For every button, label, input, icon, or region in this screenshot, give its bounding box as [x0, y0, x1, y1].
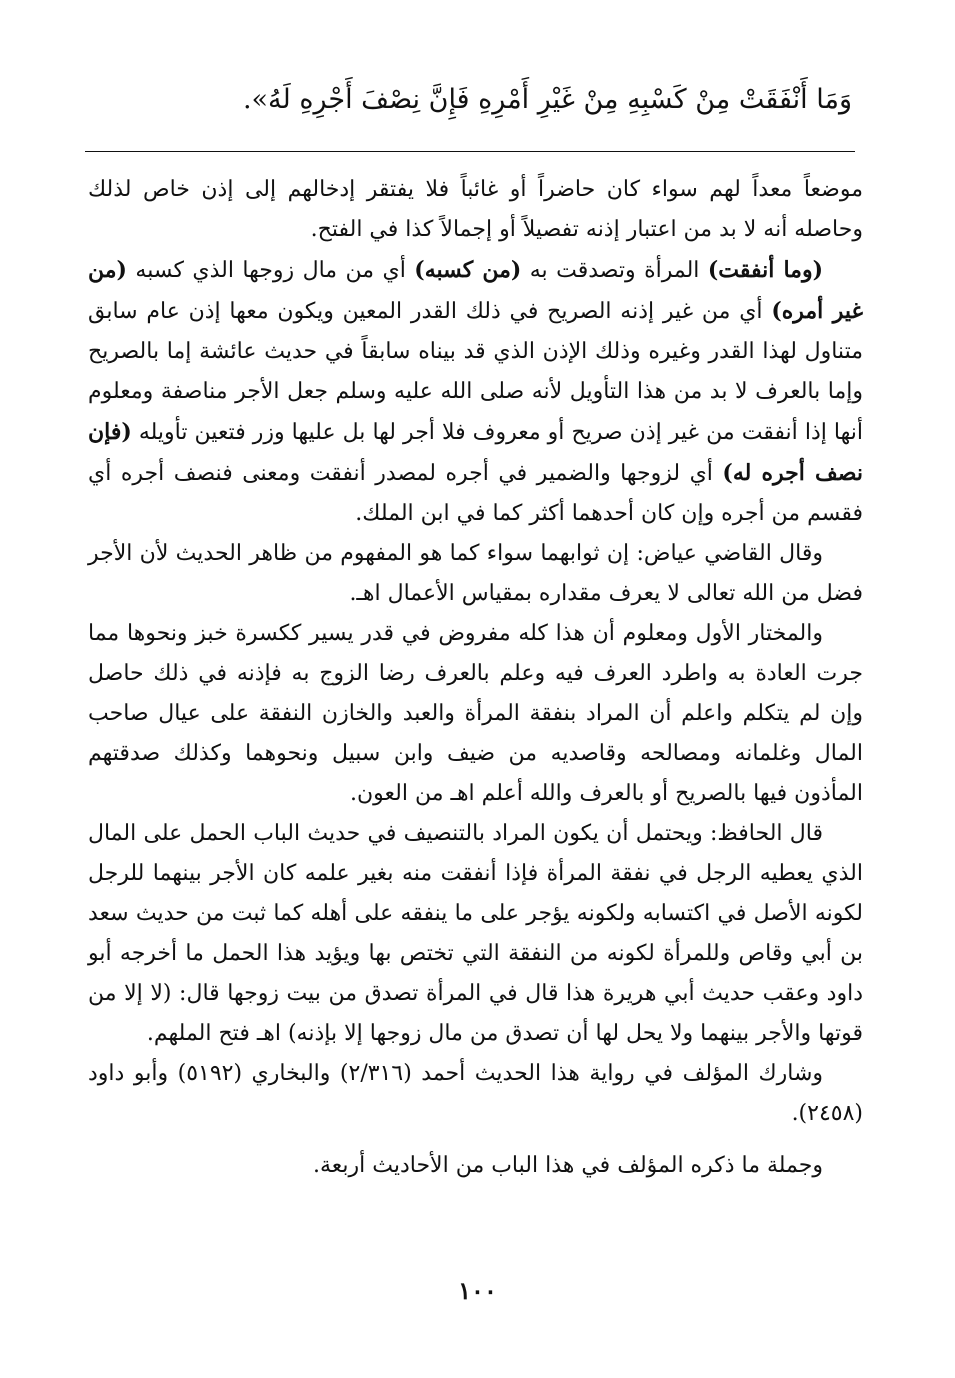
commentary-paragraph-7: وجملة ما ذكره المؤلف في هذا الباب من الأحاديث أربعة.	[312, 1153, 823, 1178]
bold-phrase: (من غير أمره)	[88, 257, 863, 324]
page-number: ١٠٠	[458, 1276, 497, 1305]
bold-phrase: (وما أنفقت)	[707, 257, 823, 283]
commentary-paragraph-1: موضعاً معداً لهم سواء كان حاضراً أو غائباً فلا يفتقر إدخالهم إلى إذن خاص لذلك وحاصله أنه لا بد من اعتبار إذنه تفصيلاً أو إجمالاً كذا في الفتح.	[88, 177, 863, 242]
commentary-body	[88, 170, 863, 1186]
commentary-paragraph-4: والمختار الأول ومعلوم أن هذا كله مفروض في قدر يسير ككسرة خبز ونحوها مما جرت العادة به واطرد العرف فيه وعلم بالعرف رضا الزوج به فإذنه في ذلك حاصل وإن لم يتكلم واعلم أن المراد بنفقة المرأة والعبد والخازن النفقة على عيال صاحب المال وغلمانه ومصالحه وقاصديه من ضيف وابن سبيل ونحوهما وكذلك صدقتهم المأذون فيها بالصريح أو بالعرف والله أعلم اهـ من العون.	[88, 621, 863, 806]
commentary-paragraph-5: قال الحافظ: ويحتمل أن يكون المراد بالتنصيف في حديث الباب الحمل على المال الذي يعطيه الرجل في نفقة المرأة فإذا أنفقت منه بغير علمه كان الأجر بينهما للرجل لكونه الأصل في اكتسابه ولكونه يؤجر على ما ينفقه على أهله كما ثبت من حديث سعد بن أبي وقاص وللمرأة لكونه من النفقة التي تختص بها ويؤيد هذا الحمل ما أخرجه أبو داود وعقب حديث أبي هريرة هذا قال في المرأة تصدق من بيت زوجها قال: (لا إلا من قوتها والأجر بينهما ولا يحل لها أن تصدق من مال زوجها إلا بإذنه) اهـ فتح الملهم.	[88, 821, 864, 1046]
bold-phrase: (فإن نصف أجره له)	[88, 419, 864, 486]
bold-phrase: (من كسبه)	[414, 257, 522, 283]
commentary-paragraph-3: وقال القاضي عياض: إن ثوابهما سواء كما هو المفهوم من ظاهر الحديث لأن الأجر فضل من الله تعالى لا يعرف مقداره بمقياس الأعمال اهـ.	[88, 541, 863, 606]
paragraph-text: المرأة وتصدقت به	[521, 258, 708, 283]
paragraph-text: أي من مال زوجها الذي كسبه	[126, 258, 415, 283]
commentary-paragraph-6: وشارك المؤلف في رواية هذا الحديث أحمد (٢/٣١٦) والبخاري (٥١٩٢) وأبو داود (٢٤٥٨).	[88, 1061, 863, 1126]
separator-rule	[85, 151, 855, 152]
hadith-text: وَمَا أَنْفَقَتْ مِنْ كَسْبِهِ مِنْ غَيْرِ أَمْرِهِ فَإِنَّ نِصْفَ أَجْرِهِ لَهُ».	[242, 84, 852, 115]
paragraph-text: أي لزوجها والضمير في أجره لمصدر أنفقت ومعنى فنصف أجره أي فقسم من أجره وإن كان أحدهما أكثر كما في ابن الملك.	[88, 461, 863, 526]
paragraph-text: أي من غير إذنه الصريح في ذلك القدر المعين ويكون معها إذن عام سابق متناول لهذا القدر وغيره وذلك الإذن الذي قد بيناه سابقاً في حديث عائشة إما بالصريح وإما بالعرف لا بد من هذا التأويل لأنه صلى الله عليه وسلم جعل الأجر مناصفة ومعلوم أنها إذا أنفقت من غير إذن صريح أو معروف فلا أجر لها بل عليها وزر فتعين تأويله	[88, 299, 863, 445]
commentary-paragraph-2	[88, 250, 863, 534]
